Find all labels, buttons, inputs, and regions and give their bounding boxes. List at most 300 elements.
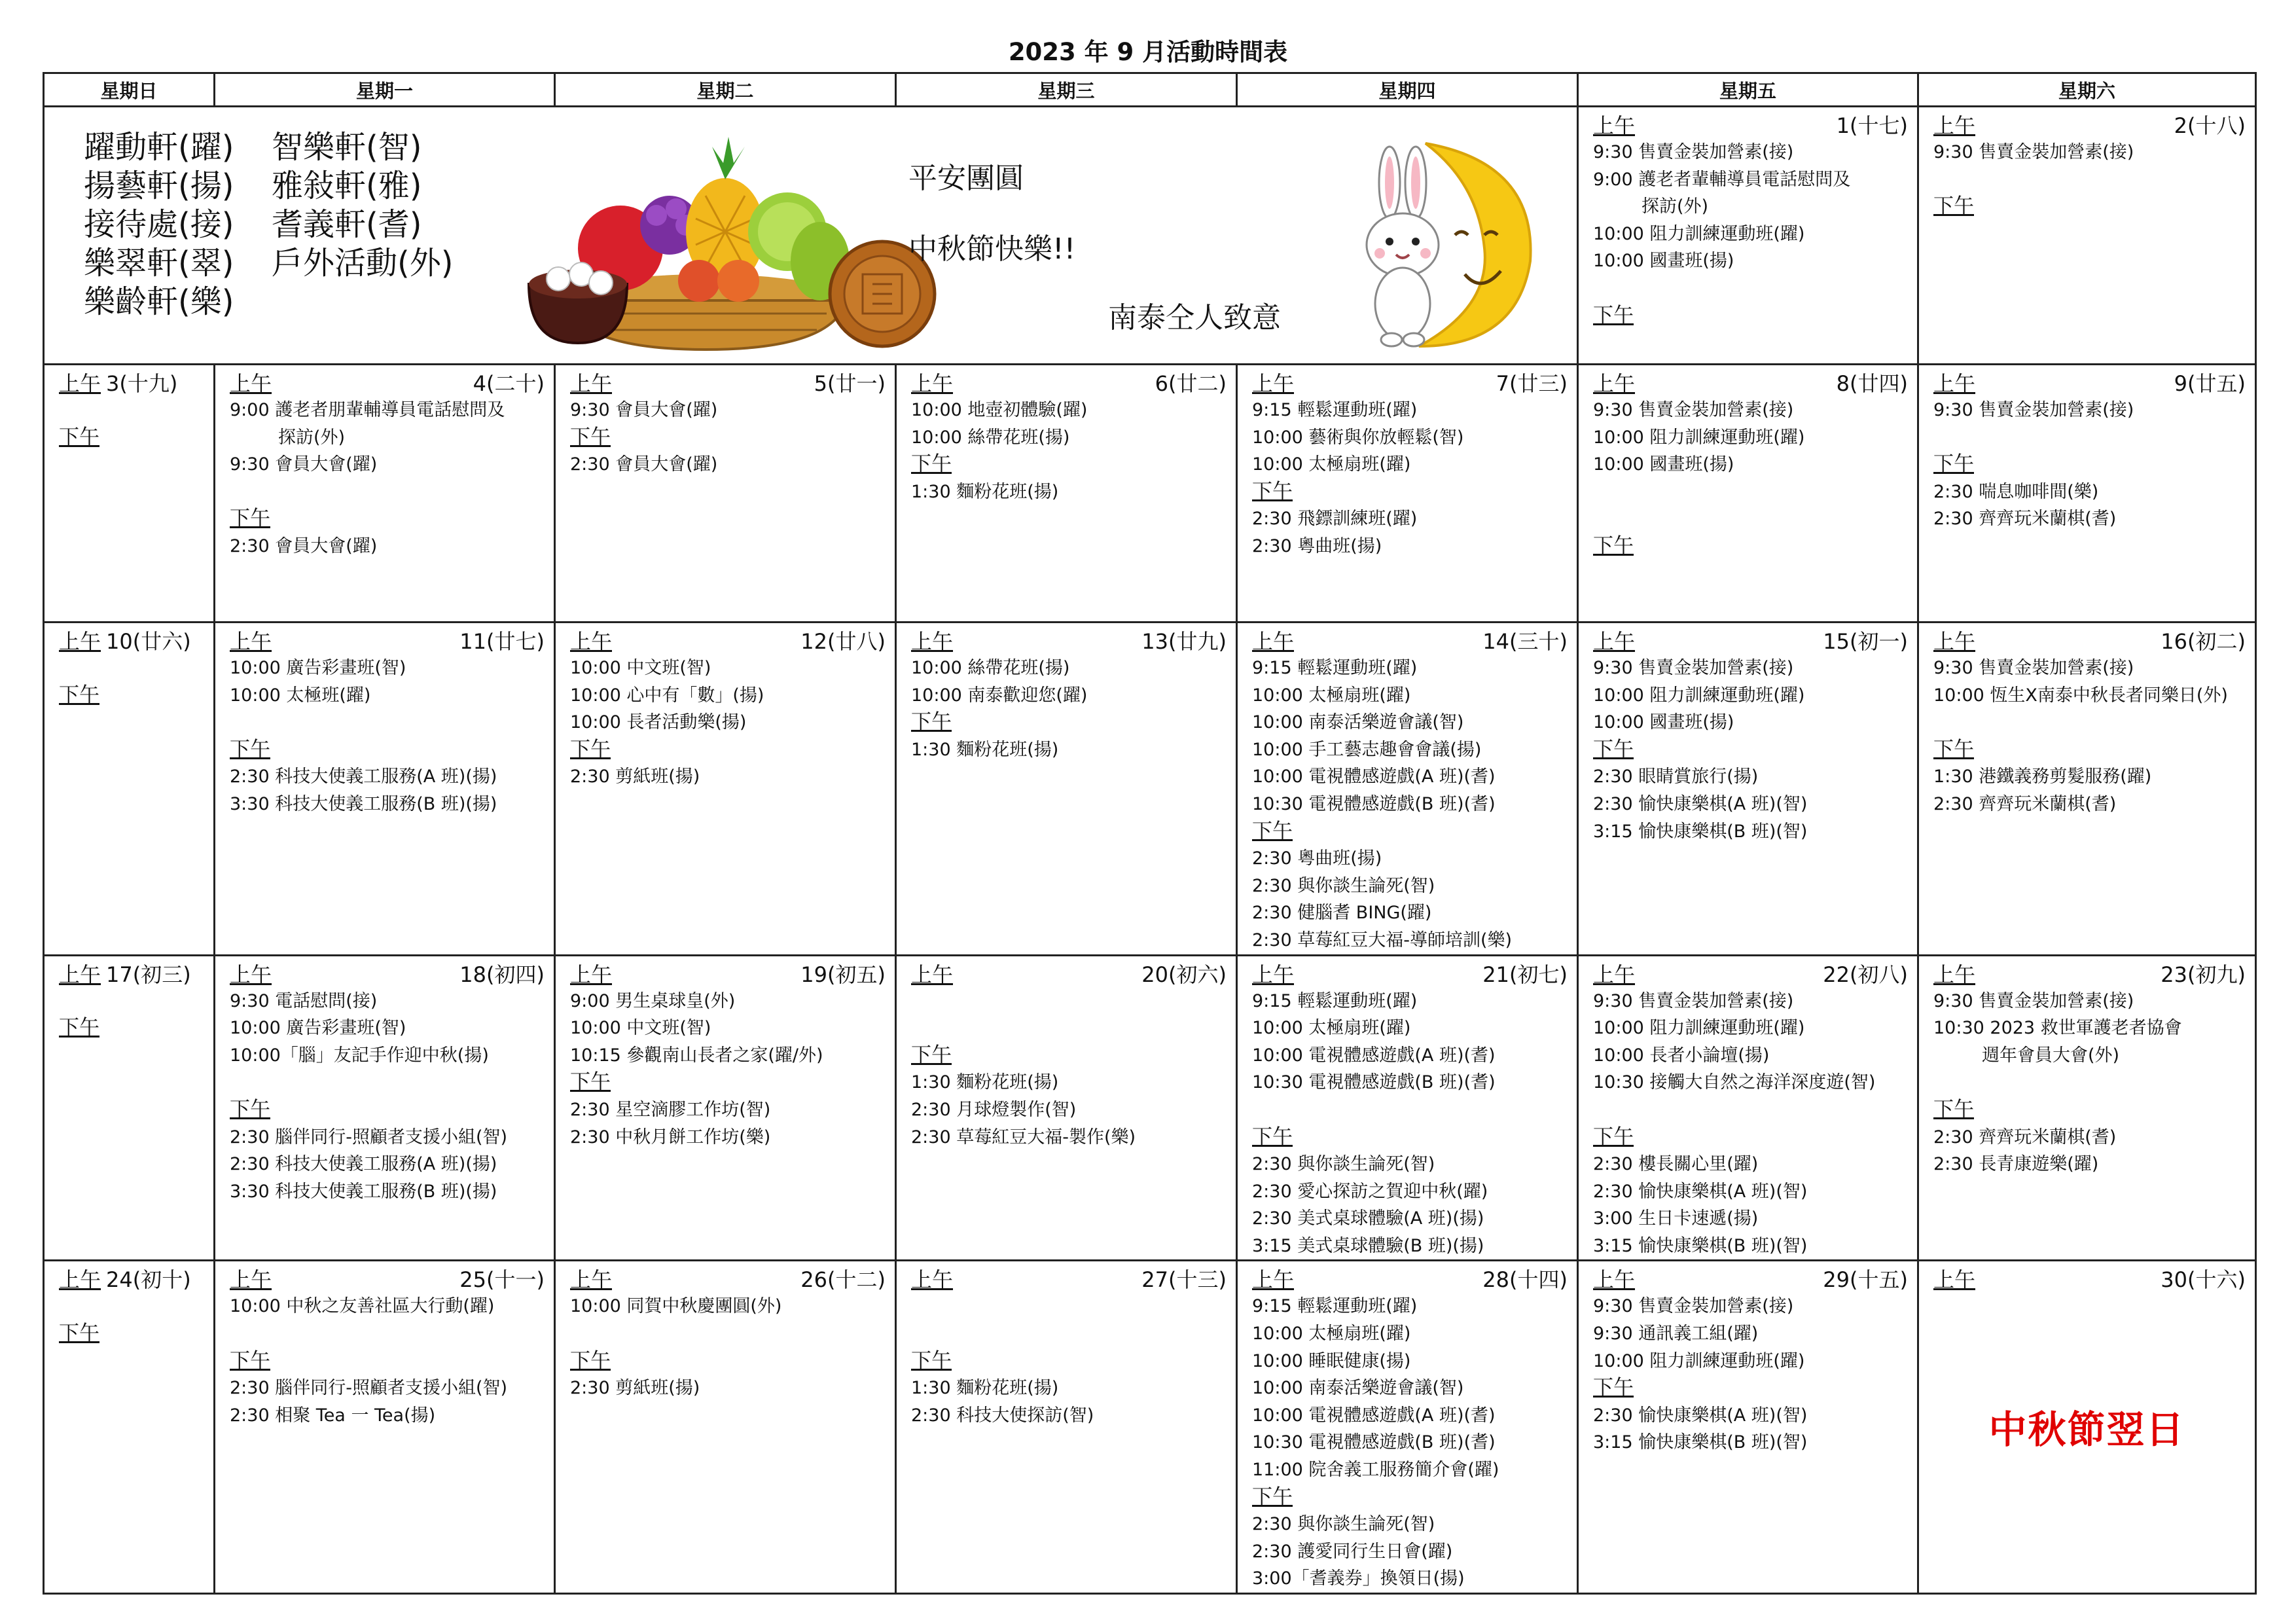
weekday-fri: 星期五 [1578, 73, 1918, 107]
day-date: 21(初七) [1482, 962, 1568, 987]
blank-line [59, 1293, 208, 1320]
day-cell-8 [1578, 365, 1918, 623]
fruit-basket-mooncake-illustration [480, 134, 938, 359]
activity-item: 2:30 月球燈製作(智) [911, 1099, 1077, 1120]
day-cell-23 [1918, 955, 2256, 1261]
day-header [1579, 956, 1917, 988]
day-date: 6(廿二) [1155, 371, 1227, 396]
day-cell-27 [896, 1261, 1237, 1594]
activity-item: 10:00 太極班(躍) [230, 685, 371, 706]
activity-list [1238, 655, 1577, 954]
activity-item: 2:30 與你談生論死(智) [1252, 1154, 1435, 1175]
day-header [556, 623, 895, 655]
weekday-header-row [44, 73, 2256, 107]
activity-item: 2:30 科技大使探訪(智) [911, 1405, 1094, 1426]
day-date: 26(十二) [800, 1267, 886, 1293]
activity-item: 3:30 科技大使義工服務(B 班)(揚) [230, 1181, 497, 1202]
pm-label: 下午 [59, 425, 99, 449]
pm-label: 下午 [1593, 303, 1634, 327]
banner-cell [44, 107, 1578, 365]
activity-item: 10:00 同賀中秋慶團圓(外) [570, 1296, 782, 1317]
activity-item: 2:30 眼睛賞旅行(揚) [1593, 767, 1759, 787]
day-header [1579, 365, 1917, 397]
day-cell-9 [1918, 365, 2256, 623]
venue-legend [84, 128, 453, 321]
am-label: 上午 [230, 1267, 272, 1293]
day-cell-4 [215, 365, 555, 623]
day-date: 19(初五) [800, 962, 886, 987]
legend-item: 樂翠軒(翠) [84, 245, 234, 281]
activity-item: 2:30 愛心探訪之賀迎中秋(躍) [1252, 1181, 1488, 1202]
day-cell-2 [1918, 107, 2256, 365]
am-label: 上午 [1593, 1267, 1636, 1293]
activity-item: 9:30 售賣金裝加營素(接) [1933, 400, 2134, 420]
pm-label: 下午 [1933, 452, 1974, 477]
activity-list [1238, 397, 1577, 560]
am-label: 上午 [1252, 371, 1295, 396]
activity-list [215, 1293, 554, 1429]
am-label: 上午 [1933, 371, 1976, 396]
activity-item: 9:15 輕鬆運動班(躍) [1252, 990, 1418, 1011]
week-row-5 [44, 1261, 2256, 1594]
am-label: 上午 [1933, 629, 1976, 654]
blank-line [230, 1069, 548, 1096]
activity-item: 2:30 樓長關心里(躍) [1593, 1154, 1759, 1175]
activity-item: 10:00 阻力訓練運動班(躍) [1593, 685, 1805, 706]
am-label: 上午 [1933, 962, 1976, 987]
am-label: 上午 [570, 1267, 613, 1293]
activity-item: 3:00「耆義券」換領日(揚) [1252, 1568, 1465, 1589]
pm-label: 下午 [230, 737, 270, 761]
legend-item: 樂齡軒(樂) [84, 283, 234, 320]
pm-label: 下午 [911, 1348, 952, 1373]
day-header [1579, 623, 1917, 655]
activity-item: 10:00 南泰活樂遊會議(智) [1252, 1378, 1464, 1399]
activity-item: 10:00 電視體感遊戲(A 班)(耆) [1252, 767, 1496, 787]
blank-line [1933, 166, 2250, 194]
calendar-table [43, 72, 2257, 1595]
activity-item: 2:30 愉快康樂棋(A 班)(智) [1593, 1181, 1808, 1202]
activity-list [45, 655, 213, 709]
activity-item: 10:00 阻力訓練運動班(躍) [1593, 427, 1805, 448]
day-cell-10 [44, 623, 215, 956]
am-label: 上午 [59, 629, 101, 654]
weekday-wed: 星期三 [896, 73, 1237, 107]
day-cell-22 [1578, 955, 1918, 1261]
pm-label: 下午 [59, 683, 99, 707]
day-header [215, 1261, 554, 1293]
day-date: 11(廿七) [459, 629, 545, 654]
legend-item: 智樂軒(智) [272, 129, 422, 166]
activity-item: 10:00 南泰歡迎您(躍) [911, 685, 1088, 706]
activity-list [215, 655, 554, 818]
pm-label: 下午 [570, 425, 611, 449]
am-label: 上午 [570, 962, 613, 987]
activity-item: 1:30 麵粉花班(揚) [911, 1072, 1059, 1093]
day-cell-20 [896, 955, 1237, 1261]
activity-item: 9:30 售賣金裝加營素(接) [1933, 142, 2134, 162]
day-cell-25 [215, 1261, 555, 1594]
activity-list [1579, 655, 1917, 845]
activity-item: 2:30 科技大使義工服務(A 班)(揚) [230, 1154, 497, 1175]
day-date: 15(初一) [1823, 629, 1908, 654]
activity-item: 10:00 長者活動樂(揚) [570, 712, 747, 733]
am-label: 上午 [1593, 371, 1636, 396]
activity-item: 10:30 電視體感遊戲(B 班)(耆) [1252, 1432, 1496, 1453]
activity-list [45, 397, 213, 451]
day-cell-24 [44, 1261, 215, 1594]
activity-item: 2:30 剪紙班(揚) [570, 767, 700, 787]
activity-item: 2:30 會員大會(躍) [570, 454, 718, 475]
am-label: 上午 [230, 629, 272, 654]
pm-label: 下午 [911, 710, 952, 734]
pm-label: 下午 [230, 1097, 270, 1121]
page-title: 2023 年 9 月活動時間表 [1008, 38, 1288, 66]
activity-list [897, 655, 1236, 763]
pm-label: 下午 [1252, 1125, 1293, 1149]
day-cell-16 [1918, 623, 2256, 956]
activity-item: 2:30 飛鏢訓練班(躍) [1252, 509, 1418, 530]
week-row-4 [44, 955, 2256, 1261]
day-cell-3 [44, 365, 215, 623]
festival-note: 中秋節翌日 [1988, 1407, 2185, 1453]
activity-list [1919, 397, 2255, 533]
pm-label: 下午 [911, 1043, 952, 1067]
blank-line [230, 709, 548, 736]
day-header [1238, 1261, 1577, 1293]
activity-item: 9:00 護老者朋輩輔導員電話慰問及 [230, 400, 505, 420]
pm-label: 下午 [1933, 1097, 1974, 1121]
activity-item: 10:00 心中有「數」(揚) [570, 685, 764, 706]
am-label: 上午 [1252, 962, 1295, 987]
pm-label: 下午 [570, 1070, 611, 1094]
am-label: 上午 [1933, 113, 1976, 138]
day-cell-17 [44, 955, 215, 1261]
activity-item: 10:30 電視體感遊戲(B 班)(耆) [1252, 793, 1496, 814]
activity-item: 10:00 電視體感遊戲(A 班)(耆) [1252, 1045, 1496, 1066]
day-date: 10(廿六) [106, 629, 191, 654]
activity-list [897, 397, 1236, 505]
activity-item: 10:00 國畫班(揚) [1593, 454, 1734, 475]
activity-item: 2:30 齊齊玩米蘭棋(耆) [1933, 1127, 2117, 1147]
activity-item: 10:00 國畫班(揚) [1593, 712, 1734, 733]
am-label: 上午 [230, 371, 272, 396]
activity-list [556, 1293, 895, 1401]
pm-label: 下午 [1593, 1376, 1634, 1400]
activity-item: 2:30 美式桌球體驗(A 班)(揚) [1252, 1208, 1484, 1229]
day-header [45, 1261, 213, 1293]
day-date: 3(十九) [106, 371, 178, 396]
blank-line [230, 478, 548, 506]
blank-line [59, 655, 208, 682]
greeting-line: 中秋節快樂!! [908, 232, 1076, 266]
activity-list [1238, 988, 1577, 1260]
activity-item: 3:15 美式桌球體驗(B 班)(揚) [1252, 1235, 1484, 1256]
day-date: 4(二十) [473, 371, 545, 396]
activity-item: 探訪(外) [278, 427, 346, 448]
day-cell-13 [896, 623, 1237, 956]
activity-item: 3:15 愉快康樂棋(B 班)(智) [1593, 821, 1808, 842]
greeting-line: 平安團圓 [908, 162, 1024, 195]
am-label: 上午 [911, 1267, 954, 1293]
activity-item: 10:00 恆生X南泰中秋長者同樂日(外) [1933, 685, 2228, 706]
activity-list [556, 397, 895, 478]
pm-label: 下午 [1252, 1485, 1293, 1509]
day-header [45, 365, 213, 397]
activity-list [1919, 655, 2255, 818]
activity-item: 10:00 中文班(智) [570, 658, 711, 678]
activity-item: 2:30 健腦耆 BING(躍) [1252, 903, 1432, 924]
week-row-3 [44, 623, 2256, 956]
am-label: 上午 [911, 371, 954, 396]
day-header [897, 956, 1236, 988]
legend-item: 雅敍軒(雅) [272, 168, 422, 204]
blank-line [911, 1320, 1230, 1348]
day-header [1919, 365, 2255, 397]
activity-item: 3:15 愉快康樂棋(B 班)(智) [1593, 1432, 1808, 1453]
activity-item: 10:30 接觸大自然之海洋深度遊(智) [1593, 1072, 1876, 1093]
activity-item: 2:30 腦伴同行-照顧者支援小組(智) [230, 1127, 508, 1147]
activity-item: 2:30 草莓紅豆大福-導師培訓(樂) [1252, 929, 1513, 950]
activity-item: 9:00 男生桌球皇(外) [570, 990, 736, 1011]
activity-item: 10:00 阻力訓練運動班(躍) [1593, 1018, 1805, 1039]
activity-item: 10:00 阻力訓練運動班(躍) [1593, 223, 1805, 244]
day-date: 29(十五) [1823, 1267, 1908, 1293]
activity-item: 10:00 太極扇班(躍) [1252, 1324, 1411, 1344]
day-date: 25(十一) [459, 1267, 545, 1293]
day-date: 2(十八) [2174, 113, 2246, 138]
blank-line [59, 397, 208, 424]
day-date: 17(初三) [106, 962, 191, 987]
activity-item: 2:30 與你談生論死(智) [1252, 875, 1435, 896]
activity-item: 10:00 廣告彩畫班(智) [230, 1018, 406, 1039]
weekday-tue: 星期二 [555, 73, 896, 107]
pm-label: 下午 [1252, 819, 1293, 843]
am-label: 上午 [59, 1267, 101, 1293]
day-header [556, 365, 895, 397]
legend-item: 戶外活動(外) [272, 245, 454, 281]
activity-item: 9:30 售賣金裝加營素(接) [1593, 400, 1794, 420]
pm-label: 下午 [59, 1322, 99, 1346]
activity-item: 2:30 長青康遊樂(躍) [1933, 1154, 2099, 1175]
weekday-mon: 星期一 [215, 73, 555, 107]
activity-item: 10:30 2023 救世軍護老者協會 [1933, 1018, 2182, 1039]
activity-list [215, 988, 554, 1206]
day-date: 12(廿八) [800, 629, 886, 654]
day-cell-19 [555, 955, 896, 1261]
activity-item: 1:30 麵粉花班(揚) [911, 481, 1059, 502]
activity-list [1919, 988, 2255, 1178]
day-cell-11 [215, 623, 555, 956]
activity-item: 2:30 會員大會(躍) [230, 535, 378, 556]
blank-line [1933, 1069, 2250, 1096]
day-header [1238, 956, 1577, 988]
blank-line [911, 1293, 1230, 1320]
activity-item: 9:15 輕鬆運動班(躍) [1252, 400, 1418, 420]
activity-list [215, 397, 554, 560]
activity-item: 10:00 藝術與你放輕鬆(智) [1252, 427, 1464, 448]
day-header [1238, 623, 1577, 655]
activity-item: 3:00 生日卡速遞(揚) [1593, 1208, 1759, 1229]
day-date: 7(廿三) [1496, 371, 1568, 396]
day-date: 8(廿四) [1836, 371, 1908, 396]
activity-item: 9:30 售賣金裝加營素(接) [1593, 1296, 1794, 1317]
day-header [1919, 623, 2255, 655]
day-header [556, 956, 895, 988]
activity-item: 10:00 阻力訓練運動班(躍) [1593, 1350, 1805, 1371]
activity-item: 10:00 地壺初體驗(躍) [911, 400, 1088, 420]
day-cell-14 [1237, 623, 1578, 956]
activity-item: 2:30 愉快康樂棋(A 班)(智) [1593, 793, 1808, 814]
pm-label: 下午 [1933, 737, 1974, 761]
activity-item: 9:00 護老者輩輔導員電話慰問及 [1593, 169, 1851, 190]
weekday-sat: 星期六 [1918, 73, 2256, 107]
activity-item: 10:15 參觀南山長者之家(躍/外) [570, 1045, 823, 1066]
activity-item: 10:00 中文班(智) [570, 1018, 711, 1039]
day-date: 14(三十) [1482, 629, 1568, 654]
day-header [1919, 107, 2255, 139]
day-date: 16(初二) [2161, 629, 2246, 654]
legend-item: 躍動軒(躍) [84, 129, 234, 166]
am-label: 上午 [1593, 629, 1636, 654]
activity-item: 10:00 中秋之友善社區大行動(躍) [230, 1296, 495, 1317]
activity-item: 2:30 護愛同行生日會(躍) [1252, 1541, 1453, 1562]
pm-label: 下午 [1933, 194, 1974, 219]
activity-item: 9:15 輕鬆運動班(躍) [1252, 1296, 1418, 1317]
activity-item: 9:30 售賣金裝加營素(接) [1933, 990, 2134, 1011]
activity-item: 9:30 電話慰問(接) [230, 990, 378, 1011]
blank-line [911, 1015, 1230, 1042]
activity-list [1238, 1293, 1577, 1593]
day-date: 9(廿五) [2174, 371, 2246, 396]
day-date: 28(十四) [1482, 1267, 1568, 1293]
activity-item: 週年會員大會(外) [1982, 1045, 2120, 1066]
activity-list [897, 988, 1236, 1151]
activity-item: 3:15 愉快康樂棋(B 班)(智) [1593, 1235, 1808, 1256]
day-cell-29 [1578, 1261, 1918, 1594]
blank-line [59, 988, 208, 1015]
pm-label: 下午 [911, 452, 952, 477]
blank-line [1933, 424, 2250, 452]
am-label: 上午 [59, 371, 101, 396]
activity-item: 10:00 廣告彩畫班(智) [230, 658, 406, 678]
legend-item: 揚藝軒(揚) [84, 168, 234, 204]
day-header [215, 956, 554, 988]
activity-item: 10:00 睡眠健康(揚) [1252, 1350, 1411, 1371]
day-cell-28 [1237, 1261, 1578, 1594]
day-date: 18(初四) [459, 962, 545, 987]
activity-item: 10:00 國畫班(揚) [1593, 251, 1734, 272]
activity-item: 10:00 絲帶花班(揚) [911, 658, 1070, 678]
activity-item: 2:30 相聚 Tea 一 Tea(揚) [230, 1405, 436, 1426]
activity-item: 2:30 愉快康樂棋(A 班)(智) [1593, 1405, 1808, 1426]
activity-item: 2:30 與你談生論死(智) [1252, 1514, 1435, 1535]
day-header [1579, 107, 1917, 139]
am-label: 上午 [911, 629, 954, 654]
day-date: 27(十三) [1141, 1267, 1227, 1293]
activity-item: 9:30 通訊義工組(躍) [1593, 1324, 1759, 1344]
am-label: 上午 [570, 371, 613, 396]
activity-item: 1:30 麵粉花班(揚) [911, 739, 1059, 760]
day-cell-6 [896, 365, 1237, 623]
blank-line [1593, 478, 1912, 506]
day-header [897, 1261, 1236, 1293]
day-header [897, 365, 1236, 397]
blank-line [1252, 1096, 1571, 1124]
activity-item: 10:00 長者小論壇(揚) [1593, 1045, 1770, 1066]
activity-item: 10:00 太極扇班(躍) [1252, 1018, 1411, 1039]
am-label: 上午 [59, 962, 101, 987]
am-label: 上午 [230, 962, 272, 987]
day-header [1919, 956, 2255, 988]
am-label: 上午 [911, 962, 954, 987]
activity-item: 2:30 齊齊玩米蘭棋(耆) [1933, 793, 2117, 814]
day-date: 20(初六) [1141, 962, 1227, 987]
pm-label: 下午 [1252, 479, 1293, 503]
pm-label: 下午 [1593, 1125, 1634, 1149]
day-cell-7 [1237, 365, 1578, 623]
pm-label: 下午 [570, 737, 611, 761]
blank-line [1593, 1096, 1912, 1124]
activity-item: 2:30 科技大使義工服務(A 班)(揚) [230, 767, 497, 787]
activity-list [1579, 139, 1917, 329]
activity-item: 10:00 南泰活樂遊會議(智) [1252, 712, 1464, 733]
activity-list [1579, 397, 1917, 560]
pm-label: 下午 [230, 507, 270, 531]
day-header [215, 623, 554, 655]
am-label: 上午 [1252, 629, 1295, 654]
weekday-sun: 星期日 [44, 73, 215, 107]
day-date: 13(廿九) [1141, 629, 1227, 654]
activity-list [45, 988, 213, 1042]
day-cell-18 [215, 955, 555, 1261]
day-cell-12 [555, 623, 896, 956]
week-row-2 [44, 365, 2256, 623]
activity-list [556, 988, 895, 1151]
day-cell-15 [1578, 623, 1918, 956]
activity-item: 11:00 院舍義工服務簡介會(躍) [1252, 1460, 1499, 1481]
activity-item: 10:00 太極扇班(躍) [1252, 454, 1411, 475]
activity-item: 1:30 麵粉花班(揚) [911, 1378, 1059, 1399]
day-header [215, 365, 554, 397]
am-label: 上午 [1933, 1267, 1976, 1293]
day-date: 5(廿一) [814, 371, 886, 396]
day-cell-21 [1237, 955, 1578, 1261]
day-header [45, 623, 213, 655]
activity-item: 10:00 絲帶花班(揚) [911, 427, 1070, 448]
day-header [897, 623, 1236, 655]
activity-list [1579, 988, 1917, 1260]
legend-item: 接待處(接) [84, 206, 234, 243]
activity-list [897, 1293, 1236, 1429]
week-row-1 [44, 107, 2256, 365]
am-label: 上午 [1593, 962, 1636, 987]
activity-item: 2:30 剪紙班(揚) [570, 1378, 700, 1399]
activity-item: 2:30 齊齊玩米蘭棋(耆) [1933, 509, 2117, 530]
day-date: 30(十六) [2161, 1267, 2246, 1293]
activity-item: 2:30 粵曲班(揚) [1252, 535, 1382, 556]
pm-label: 下午 [570, 1348, 611, 1373]
blank-line [230, 1320, 548, 1348]
day-date: 23(初九) [2161, 962, 2246, 987]
day-header [1238, 365, 1577, 397]
activity-item: 9:30 會員大會(躍) [230, 454, 378, 475]
weekday-thu: 星期四 [1237, 73, 1578, 107]
activity-list [556, 655, 895, 791]
activity-item: 9:30 會員大會(躍) [570, 400, 718, 420]
am-label: 上午 [1593, 113, 1636, 138]
am-label: 上午 [1252, 1267, 1295, 1293]
